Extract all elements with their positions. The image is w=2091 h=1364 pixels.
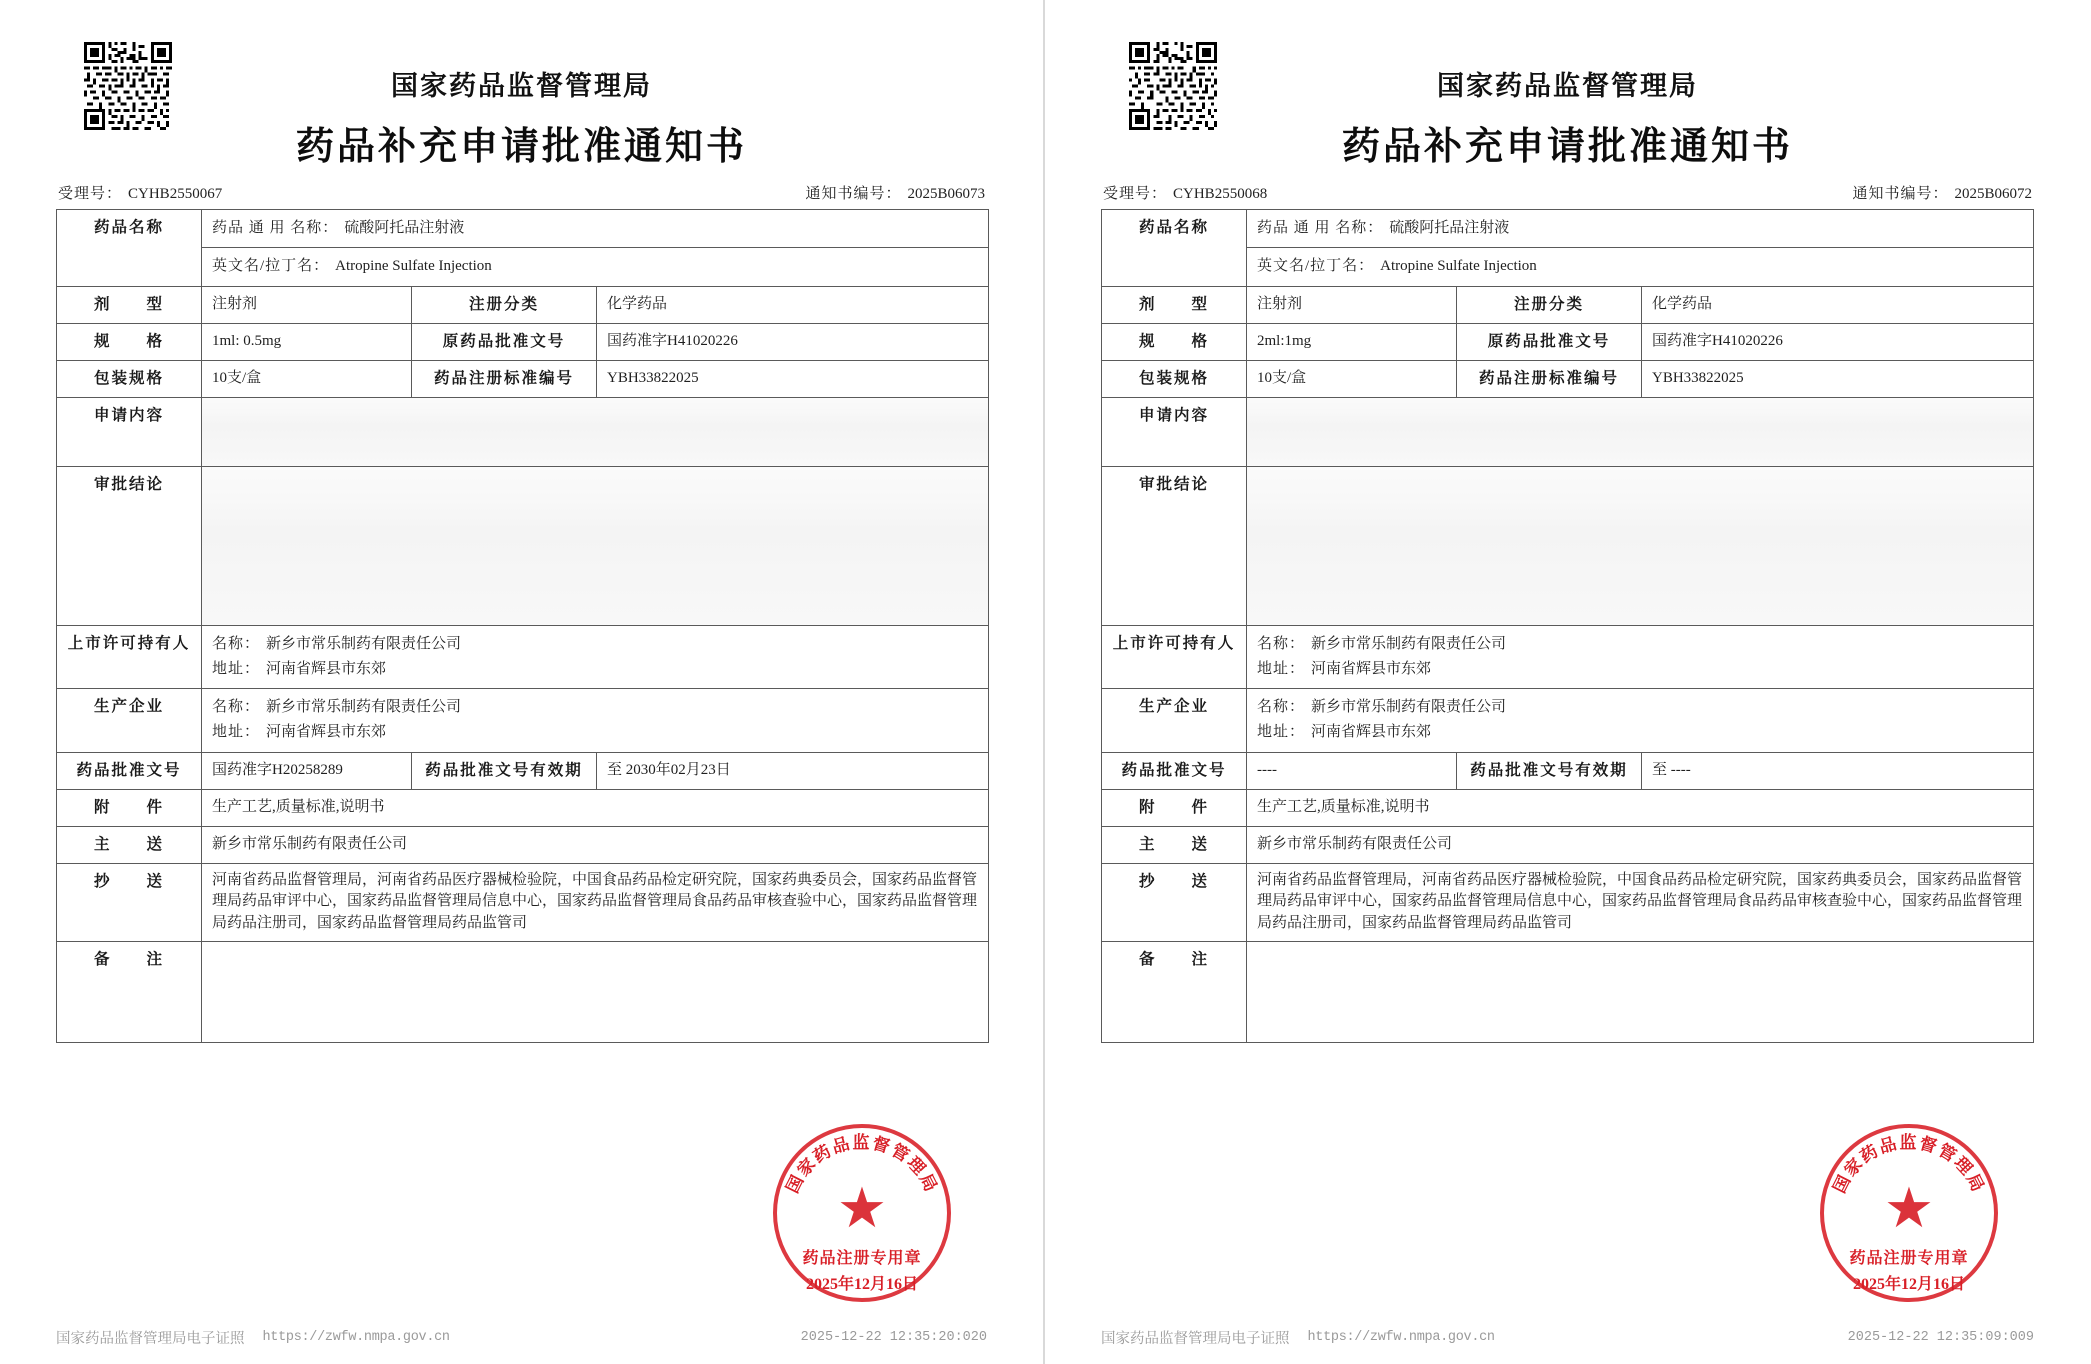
table-row-application [1102, 397, 2034, 466]
latin-name-cell [202, 248, 989, 286]
package-spec-value: 10支/盒 [202, 360, 412, 397]
footer-timestamp: 2025-12-22 12:35:09:009 [1847, 1330, 2034, 1345]
application-content-value [1247, 397, 2034, 466]
certificate-page-2 [1045, 0, 2090, 1364]
table-row-dosage [1102, 286, 2034, 323]
mah-value [1247, 625, 2034, 689]
specification-value: 1ml: 0.5mg [202, 323, 412, 360]
table-row-manufacturer [57, 689, 989, 753]
mah-address-value: 河南省辉县市东郊 [1311, 660, 1432, 677]
table-row-manufacturer [1102, 689, 2034, 753]
table-row-package [1102, 360, 2034, 397]
mah-name-key: 名称： [212, 635, 261, 652]
standard-no-value: YBH33822025 [1642, 360, 2034, 397]
qr-code-icon [84, 42, 172, 130]
cc-label: 抄 送 [57, 863, 202, 941]
mah-address-key: 地址： [1257, 660, 1306, 677]
dosage-form-value: 注射剂 [1247, 286, 1457, 323]
table-row-approval-no [1102, 752, 2034, 789]
remark-label: 备 注 [1102, 941, 1247, 1042]
official-seal-icon [773, 1124, 951, 1302]
attachment-value: 生产工艺,质量标准,说明书 [1247, 789, 2034, 826]
primary-recipient-value: 新乡市常乐制药有限责任公司 [1247, 826, 2034, 863]
latin-name-value: Atropine Sulfate Injection [1380, 258, 1537, 275]
attachment-label: 附 件 [57, 789, 202, 826]
original-approval-no-value: 国药准字H41020226 [597, 323, 989, 360]
table-row-remark [1102, 941, 2034, 1042]
standard-no-value: YBH33822025 [597, 360, 989, 397]
manufacturer-address-key: 地址： [212, 724, 261, 741]
footer-url[interactable]: https://zwfw.nmpa.gov.cn [1307, 1330, 1495, 1345]
certificate-page-1 [0, 0, 1045, 1364]
footer-issuer: 国家药品监督管理局电子证照 [56, 1331, 245, 1347]
approval-conclusion-label: 审批结论 [1102, 466, 1247, 625]
approval-conclusion-value [202, 466, 989, 625]
acceptance-number-label: 受理号： [1103, 186, 1168, 202]
svg-text:国家药品监督管理局 [783, 1132, 942, 1196]
package-spec-value: 10支/盒 [1247, 360, 1457, 397]
primary-recipient-label: 主 送 [57, 826, 202, 863]
table-row-drug-name [57, 210, 989, 248]
acceptance-number-label: 受理号： [58, 186, 123, 202]
approval-no-label: 药品批准文号 [57, 752, 202, 789]
table-row-attachment [57, 789, 989, 826]
manufacturer-name-value: 新乡市常乐制药有限责任公司 [266, 699, 462, 716]
cc-label: 抄 送 [1102, 863, 1247, 941]
manufacturer-value [202, 689, 989, 753]
generic-name-key: 药品 通 用 名称： [212, 220, 339, 236]
package-spec-label: 包装规格 [1102, 360, 1247, 397]
meta-row [56, 178, 987, 209]
mah-name-value: 新乡市常乐制药有限责任公司 [266, 635, 462, 652]
manufacturer-address-value: 河南省辉县市东郊 [266, 724, 387, 741]
official-seal-icon [1820, 1124, 1998, 1302]
footer [1101, 1327, 2034, 1348]
manufacturer-address-value: 河南省辉县市东郊 [1311, 724, 1432, 741]
dosage-form-label: 剂 型 [57, 286, 202, 323]
remark-value [1247, 941, 2034, 1042]
table-row-remark [57, 941, 989, 1042]
generic-name-key: 药品 通 用 名称： [1257, 220, 1384, 236]
specification-label: 规 格 [1102, 323, 1247, 360]
generic-name-cell [1247, 210, 2034, 248]
cc-value: 河南省药品监督管理局，河南省药品医疗器械检验院，中国食品药品检定研究院，国家药典委员会，国家药品监督管理局药品审评中心，国家药品监督管理局信息中心，国家药品监督管理局食品药品审核查验中心，国家药品监督管理局药品注册司，国家药品监督管理局药品监管司 [1247, 863, 2034, 941]
standard-no-label: 药品注册标准编号 [1457, 360, 1642, 397]
latin-name-key: 英文名/拉丁名： [1257, 258, 1375, 275]
table-row-approval-no [57, 752, 989, 789]
document-title: 药品补充申请批准通知书 [295, 126, 747, 168]
specification-value: 2ml:1mg [1247, 323, 1457, 360]
notice-number-value: 2025B06073 [907, 186, 985, 202]
remark-label: 备 注 [57, 941, 202, 1042]
registration-class-value: 化学药品 [1642, 286, 2034, 323]
footer-timestamp: 2025-12-22 12:35:20:020 [800, 1330, 987, 1345]
primary-recipient-value: 新乡市常乐制药有限责任公司 [202, 826, 989, 863]
approval-no-label: 药品批准文号 [1102, 752, 1247, 789]
acceptance-number [1103, 182, 1267, 203]
package-spec-label: 包装规格 [57, 360, 202, 397]
attachment-label: 附 件 [1102, 789, 1247, 826]
manufacturer-label: 生产企业 [1102, 689, 1247, 753]
acceptance-number-value: CYHB2550068 [1173, 186, 1268, 202]
footer-url[interactable]: https://zwfw.nmpa.gov.cn [262, 1330, 450, 1345]
seal-date-text: 2025年12月16日 [805, 1276, 918, 1293]
cc-value: 河南省药品监督管理局，河南省药品医疗器械检验院，中国食品药品检定研究院，国家药典委员会，国家药品监督管理局药品审评中心，国家药品监督管理局信息中心，国家药品监督管理局食品药品审核查验中心，国家药品监督管理局药品注册司，国家药品监督管理局药品监管司 [202, 863, 989, 941]
original-approval-no-label: 原药品批准文号 [412, 323, 597, 360]
issuing-authority: 国家药品监督管理局 [1437, 71, 1698, 101]
manufacturer-name-key: 名称： [1257, 699, 1306, 716]
mah-label: 上市许可持有人 [57, 625, 202, 689]
table-row-cc [57, 863, 989, 941]
generic-name-value: 硫酸阿托品注射液 [1389, 220, 1510, 236]
notice-number [805, 182, 985, 203]
approval-conclusion-label: 审批结论 [57, 466, 202, 625]
approval-validity-value: 至 2030年02月23日 [597, 752, 989, 789]
approval-no-value: 国药准字H20258289 [202, 752, 412, 789]
notice-number-value: 2025B06072 [1954, 186, 2032, 202]
meta-row [1101, 178, 2034, 209]
approval-validity-label: 药品批准文号有效期 [1457, 752, 1642, 789]
table-row-conclusion [57, 466, 989, 625]
manufacturer-value [1247, 689, 2034, 753]
document-title: 药品补充申请批准通知书 [1341, 126, 1793, 168]
acceptance-number [58, 182, 222, 203]
dosage-form-label: 剂 型 [1102, 286, 1247, 323]
footer [56, 1327, 987, 1348]
mah-label: 上市许可持有人 [1102, 625, 1247, 689]
primary-recipient-label: 主 送 [1102, 826, 1247, 863]
table-row-conclusion [1102, 466, 2034, 625]
manufacturer-address-key: 地址： [1257, 724, 1306, 741]
mah-address-value: 河南省辉县市东郊 [266, 660, 387, 677]
certificate-table [1101, 209, 2034, 1043]
seal-date-text: 2025年12月16日 [1852, 1276, 1965, 1293]
header [1101, 28, 2034, 178]
table-row-drug-name [1102, 210, 2034, 248]
table-row-spec [57, 323, 989, 360]
certificate-table [56, 209, 989, 1043]
footer-issuer: 国家药品监督管理局电子证照 [1101, 1331, 1290, 1347]
approval-validity-label: 药品批准文号有效期 [412, 752, 597, 789]
notice-number [1852, 182, 2032, 203]
generic-name-value: 硫酸阿托品注射液 [344, 220, 465, 236]
seal-bottom-text: 药品注册专用章 [802, 1250, 922, 1267]
table-row-cc [1102, 863, 2034, 941]
generic-name-cell [202, 210, 989, 248]
table-row-primary-recipient [57, 826, 989, 863]
dosage-form-value: 注射剂 [202, 286, 412, 323]
qr-code-icon [1129, 42, 1217, 130]
registration-class-label: 注册分类 [412, 286, 597, 323]
table-row-attachment [1102, 789, 2034, 826]
seal-arc-text: 国家药品监督管理局 [1829, 1133, 1989, 1197]
application-content-label: 申请内容 [1102, 397, 1247, 466]
seal-bottom-text: 药品注册专用章 [1849, 1250, 1969, 1267]
mah-name-key: 名称： [1257, 635, 1306, 652]
latin-name-value: Atropine Sulfate Injection [335, 258, 492, 275]
specification-label: 规 格 [57, 323, 202, 360]
seal-star-icon: ★ [836, 1178, 888, 1241]
drug-name-label: 药品名称 [57, 210, 202, 287]
registration-class-value: 化学药品 [597, 286, 989, 323]
header [56, 28, 987, 178]
table-row-primary-recipient [1102, 826, 2034, 863]
mah-value [202, 625, 989, 689]
manufacturer-name-key: 名称： [212, 699, 261, 716]
attachment-value: 生产工艺,质量标准,说明书 [202, 789, 989, 826]
standard-no-label: 药品注册标准编号 [412, 360, 597, 397]
seal-arc-text: 国家药品监督管理局 [782, 1133, 942, 1197]
table-row-dosage [57, 286, 989, 323]
notice-number-label: 通知书编号： [805, 186, 902, 202]
table-row-package [57, 360, 989, 397]
original-approval-no-value: 国药准字H41020226 [1642, 323, 2034, 360]
original-approval-no-label: 原药品批准文号 [1457, 323, 1642, 360]
manufacturer-label: 生产企业 [57, 689, 202, 753]
manufacturer-name-value: 新乡市常乐制药有限责任公司 [1311, 699, 1507, 716]
application-content-label: 申请内容 [57, 397, 202, 466]
latin-name-key: 英文名/拉丁名： [212, 258, 330, 275]
table-row-mah [1102, 625, 2034, 689]
remark-value [202, 941, 989, 1042]
approval-validity-value: 至 ---- [1642, 752, 2034, 789]
svg-text:国家药品监督管理局 [1830, 1132, 1989, 1196]
mah-name-value: 新乡市常乐制药有限责任公司 [1311, 635, 1507, 652]
drug-name-label: 药品名称 [1102, 210, 1247, 287]
issuing-authority: 国家药品监督管理局 [391, 71, 652, 101]
latin-name-cell [1247, 248, 2034, 286]
seal-star-icon: ★ [1883, 1178, 1935, 1241]
table-row-mah [57, 625, 989, 689]
registration-class-label: 注册分类 [1457, 286, 1642, 323]
mah-address-key: 地址： [212, 660, 261, 677]
acceptance-number-value: CYHB2550067 [128, 186, 223, 202]
approval-conclusion-value [1247, 466, 2034, 625]
notice-number-label: 通知书编号： [1852, 186, 1949, 202]
table-row-application [57, 397, 989, 466]
table-row-spec [1102, 323, 2034, 360]
approval-no-value: ---- [1247, 752, 1457, 789]
application-content-value [202, 397, 989, 466]
